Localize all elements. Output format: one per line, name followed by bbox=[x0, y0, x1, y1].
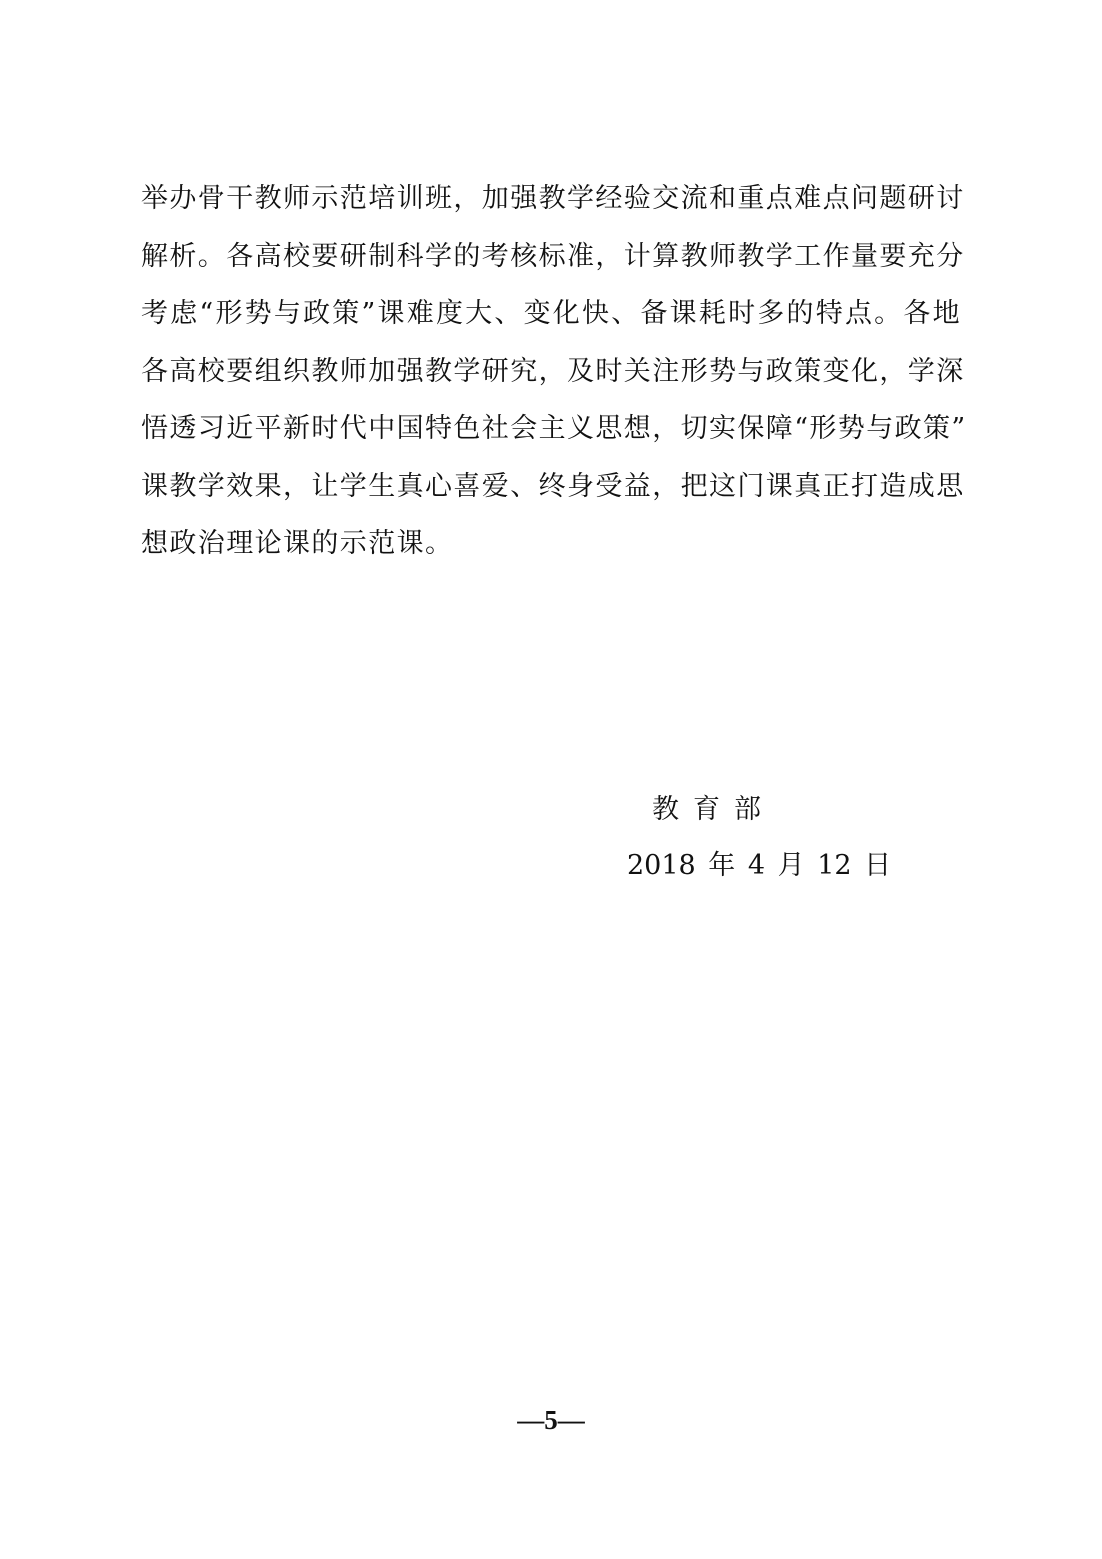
paragraph-line: 举办骨干教师示范培训班，加强教学经验交流和重点难点问题研讨 bbox=[141, 183, 965, 214]
page-number: —5— bbox=[517, 1405, 585, 1435]
paragraph-line: 课教学效果，让学生真心喜爱、终身受益，把这门课真正打造成思 bbox=[141, 470, 965, 502]
paragraph-line: 想政治理论课的示范课。 bbox=[141, 528, 454, 559]
paragraph-line: 悟透习近平新时代中国特色社会主义思想，切实保障“形势与政策” bbox=[141, 413, 967, 444]
paragraph-line: 解析。各高校要研制科学的考核标准，计算教师教学工作量要充分 bbox=[141, 240, 965, 272]
body-paragraph bbox=[141, 175, 967, 578]
paragraph-line: 考虑“形势与政策”课难度大、变化快、备课耗时多的特点。各地 bbox=[141, 298, 961, 329]
issue-date: 2018 年 4 月 12 日 bbox=[627, 850, 892, 881]
paragraph-line: 各高校要组织教师加强教学研究，及时关注形势与政策变化，学深 bbox=[141, 355, 965, 387]
issuer-signature: 教育部 bbox=[652, 794, 775, 825]
